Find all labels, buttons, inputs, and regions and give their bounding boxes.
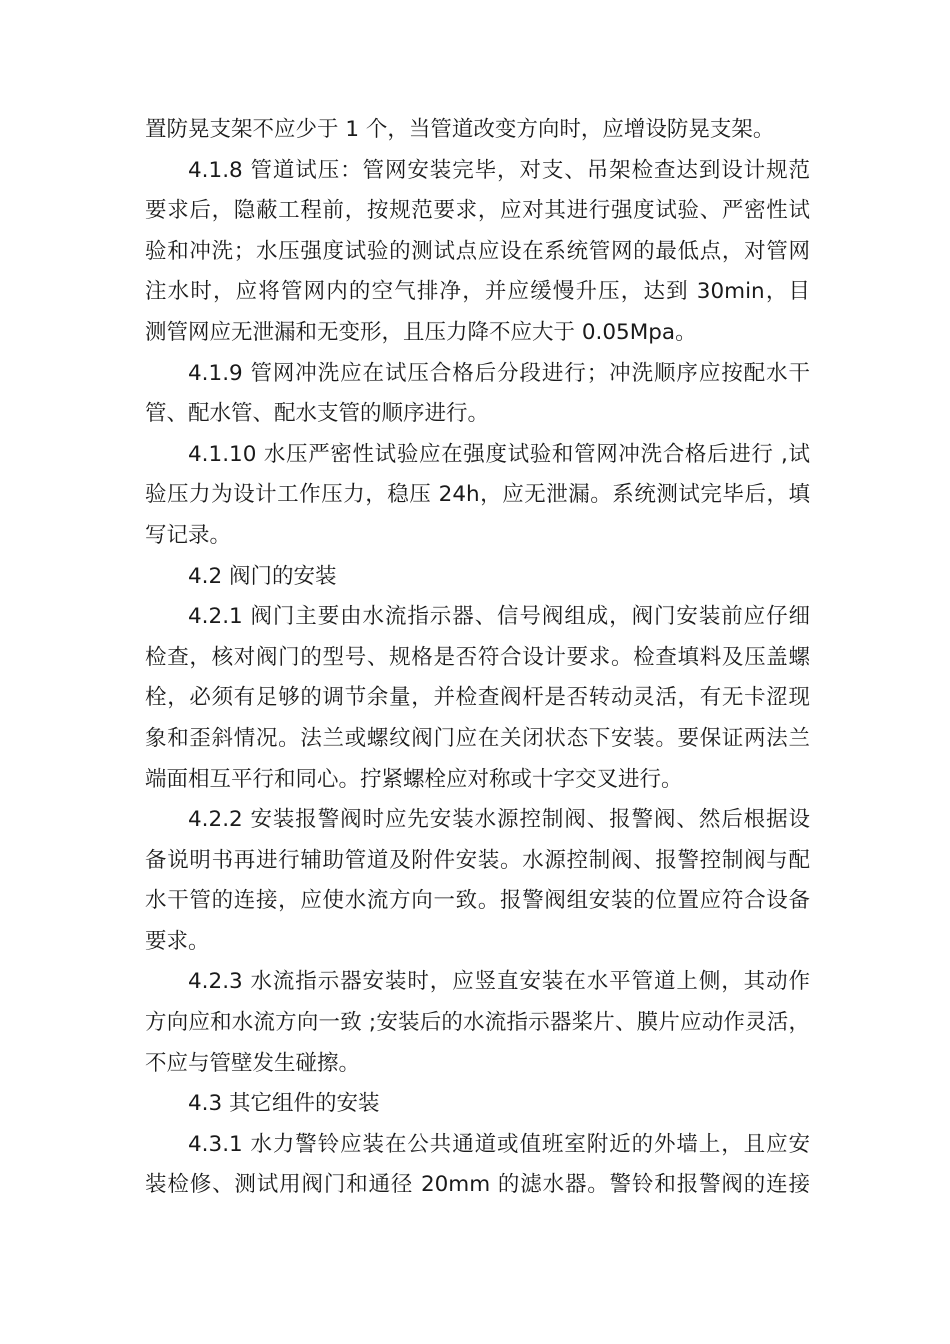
text-line: 4.3.1 水力警铃应装在公共通道或值班室附近的外墙上，且应安 [188,1131,810,1157]
text-line: 注水时，应将管网内的空气排净，并应缓慢升压，达到 30min，目 [145,279,810,305]
text-line: 要求后，隐蔽工程前，按规范要求，应对其进行强度试验、严密性试 [145,198,810,224]
text-line: 4.2.2 安装报警阀时应先安装水源控制阀、报警阀、然后根据设 [188,807,810,833]
text-line: 4.2.1 阀门主要由水流指示器、信号阀组成，阀门安装前应仔细 [188,604,810,630]
text-line: 备说明书再进行辅助管道及附件安装。水源控制阀、报警控制阀与配 [145,847,810,873]
text-line: 象和歪斜情况。法兰或螺纹阀门应在关闭状态下安装。要保证两法兰 [145,725,810,751]
text-line: 4.2.3 水流指示器安装时，应竖直安装在水平管道上侧，其动作 [188,969,810,995]
text-line: 端面相互平行和同心。拧紧螺栓应对称或十字交叉进行。 [145,766,683,792]
text-line: 4.1.9 管网冲洗应在试压合格后分段进行；冲洗顺序应按配水干 [188,360,810,386]
text-line: 验压力为设计工作压力，稳压 24h，应无泄漏。系统测试完毕后，填 [145,482,810,508]
text-line: 装检修、测试用阀门和通径 20mm 的滤水器。警铃和报警阀的连接 [145,1172,810,1198]
text-line: 检查，核对阀门的型号、规格是否符合设计要求。检查填料及压盖螺 [145,644,810,670]
text-line: 要求。 [145,928,210,954]
text-line: 4.3 其它组件的安装 [188,1091,380,1117]
text-line: 不应与管壁发生碰擦。 [145,1050,361,1076]
text-line: 4.2 阀门的安装 [188,563,337,589]
body-text [145,110,810,1206]
text-line: 4.1.10 水压严密性试验应在强度试验和管网冲洗合格后进行 ,试 [188,441,810,467]
text-line: 置防晃支架不应少于 1 个，当管道改变方向时，应增设防晃支架。 [145,117,775,142]
text-line: 管、配水管、配水支管的顺序进行。 [145,401,490,427]
text-line: 验和冲洗；水压强度试验的测试点应设在系统管网的最低点，对管网 [145,238,810,264]
text-line: 测管网应无泄漏和无变形，且压力降不应大于 0.05Mpa。 [145,319,697,345]
text-line: 写记录。 [145,522,232,548]
text-line: 栓，必须有足够的调节余量，并检查阀杆是否转动灵活，有无卡涩现 [145,685,810,711]
text-line: 方向应和水流方向一致 ;安装后的水流指示器桨片、膜片应动作灵活， [145,1010,810,1036]
text-line: 4.1.8 管道试压：管网安装完毕，对支、吊架检查达到设计规范 [188,157,810,183]
text-line: 水干管的连接，应使水流方向一致。报警阀组安装的位置应符合设备 [145,888,810,914]
